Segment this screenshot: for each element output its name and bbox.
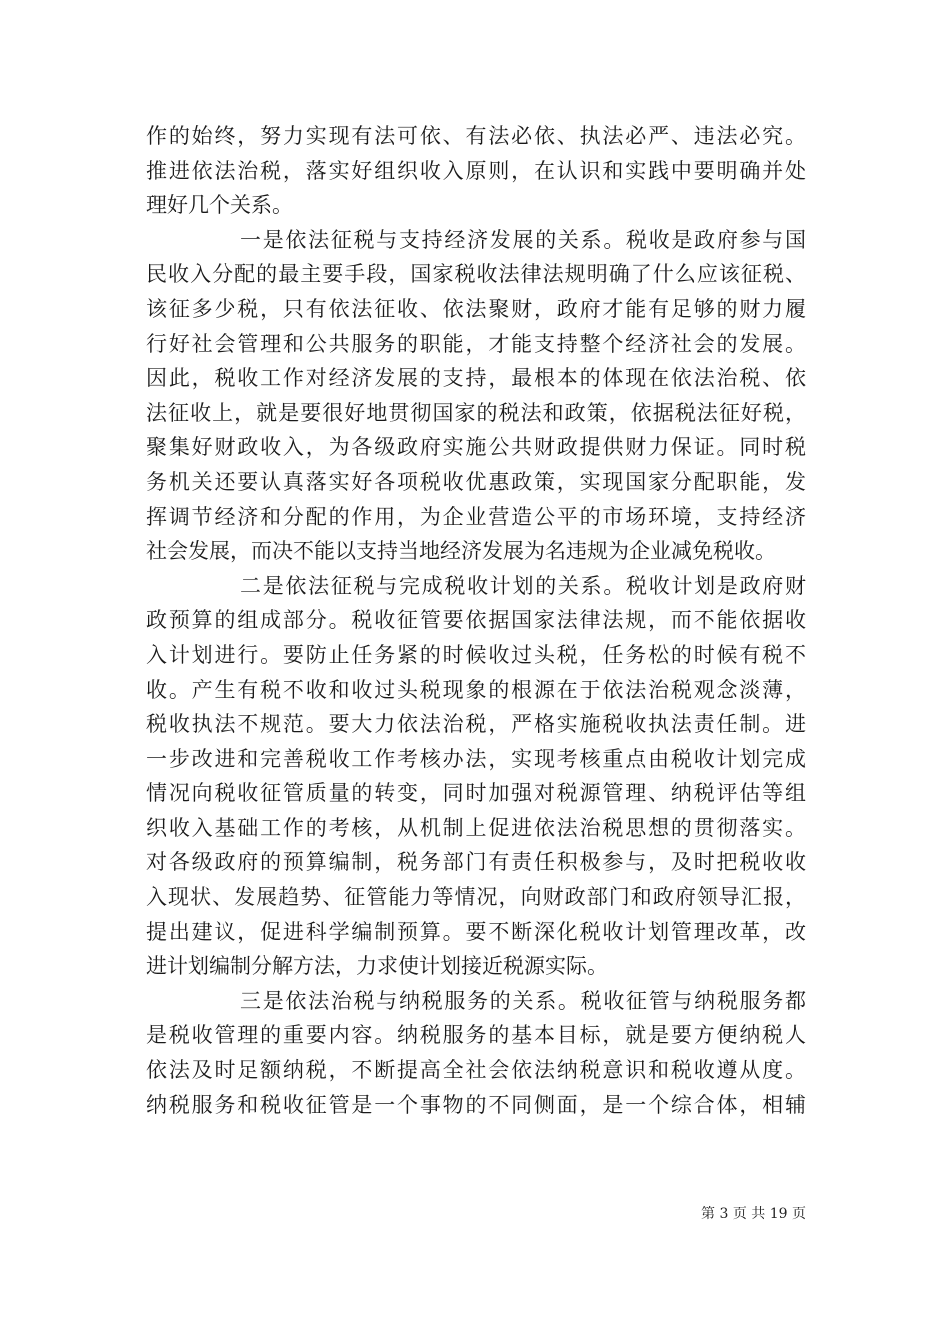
text-line: 推进依法治税，落实好组织收入原则，在认识和实践中要明确并处 [146,158,806,183]
text-line: 二是依法征税与完成税收计划的关系。税收计划是政府财 [240,573,806,598]
text-line: 因此，税收工作对经济发展的支持，最根本的体现在依法治税、依 [146,366,806,391]
text-line: 进计划编制分解方法，力求使计划接近税源实际。 [146,954,608,979]
text-line: 是税收管理的重要内容。纳税服务的基本目标，就是要方便纳税人 [146,1023,806,1048]
text-line: 务机关还要认真落实好各项税收优惠政策，实现国家分配职能，发 [146,469,806,494]
text-line: 该征多少税，只有依法征收、依法聚财，政府才能有足够的财力履 [146,296,806,321]
text-line: 收。产生有税不收和收过头税现象的根源在于依法治税观念淡薄， [146,677,806,702]
text-line: 织收入基础工作的考核，从机制上促进依法治税思想的贯彻落实。 [146,815,806,840]
page-number: 第 3 页 共 19 页 [701,1206,806,1222]
text-line: 依法及时足额纳税，不断提高全社会依法纳税意识和税收遵从度。 [146,1058,806,1083]
text-line: 民收入分配的最主要手段，国家税收法律法规明确了什么应该征税、 [146,262,806,287]
text-line: 行好社会管理和公共服务的职能，才能支持整个经济社会的发展。 [146,331,806,356]
text-line: 纳税服务和税收征管是一个事物的不同侧面，是一个综合体，相辅 [146,1092,806,1117]
text-line: 社会发展，而决不能以支持当地经济发展为名违规为企业减免税收。 [146,539,776,564]
text-line: 挥调节经济和分配的作用，为企业营造公平的市场环境，支持经济 [146,504,806,529]
text-line: 政预算的组成部分。税收征管要依据国家法律法规，而不能依据收 [146,608,806,633]
text-line: 入计划进行。要防止任务紧的时候收过头税，任务松的时候有税不 [146,642,806,667]
text-line: 税收执法不规范。要大力依法治税，严格实施税收执法责任制。进 [146,712,806,737]
text-line: 法征收上，就是要很好地贯彻国家的税法和政策，依据税法征好税， [146,400,806,425]
text-line: 聚集好财政收入，为各级政府实施公共财政提供财力保证。同时税 [146,435,806,460]
text-line: 一步改进和完善税收工作考核办法，实现考核重点由税收计划完成 [146,746,806,771]
text-line: 作的始终，努力实现有法可依、有法必依、执法必严、违法必究。 [146,124,806,148]
text-line: 入现状、发展趋势、征管能力等情况，向财政部门和政府领导汇报， [146,885,806,910]
text-line: 对各级政府的预算编制，税务部门有责任积极参与，及时把税收收 [146,850,806,875]
text-line: 提出建议，促进科学编制预算。要不断深化税收计划管理改革，改 [146,919,806,944]
text-line: 三是依法治税与纳税服务的关系。税收征管与纳税服务都 [240,988,806,1013]
text-line: 理好几个关系。 [146,193,293,218]
text-line: 情况向税收征管质量的转变，同时加强对税源管理、纳税评估等组 [146,781,806,806]
body-text [146,119,806,1122]
text-line: 一是依法征税与支持经济发展的关系。税收是政府参与国 [240,227,806,252]
